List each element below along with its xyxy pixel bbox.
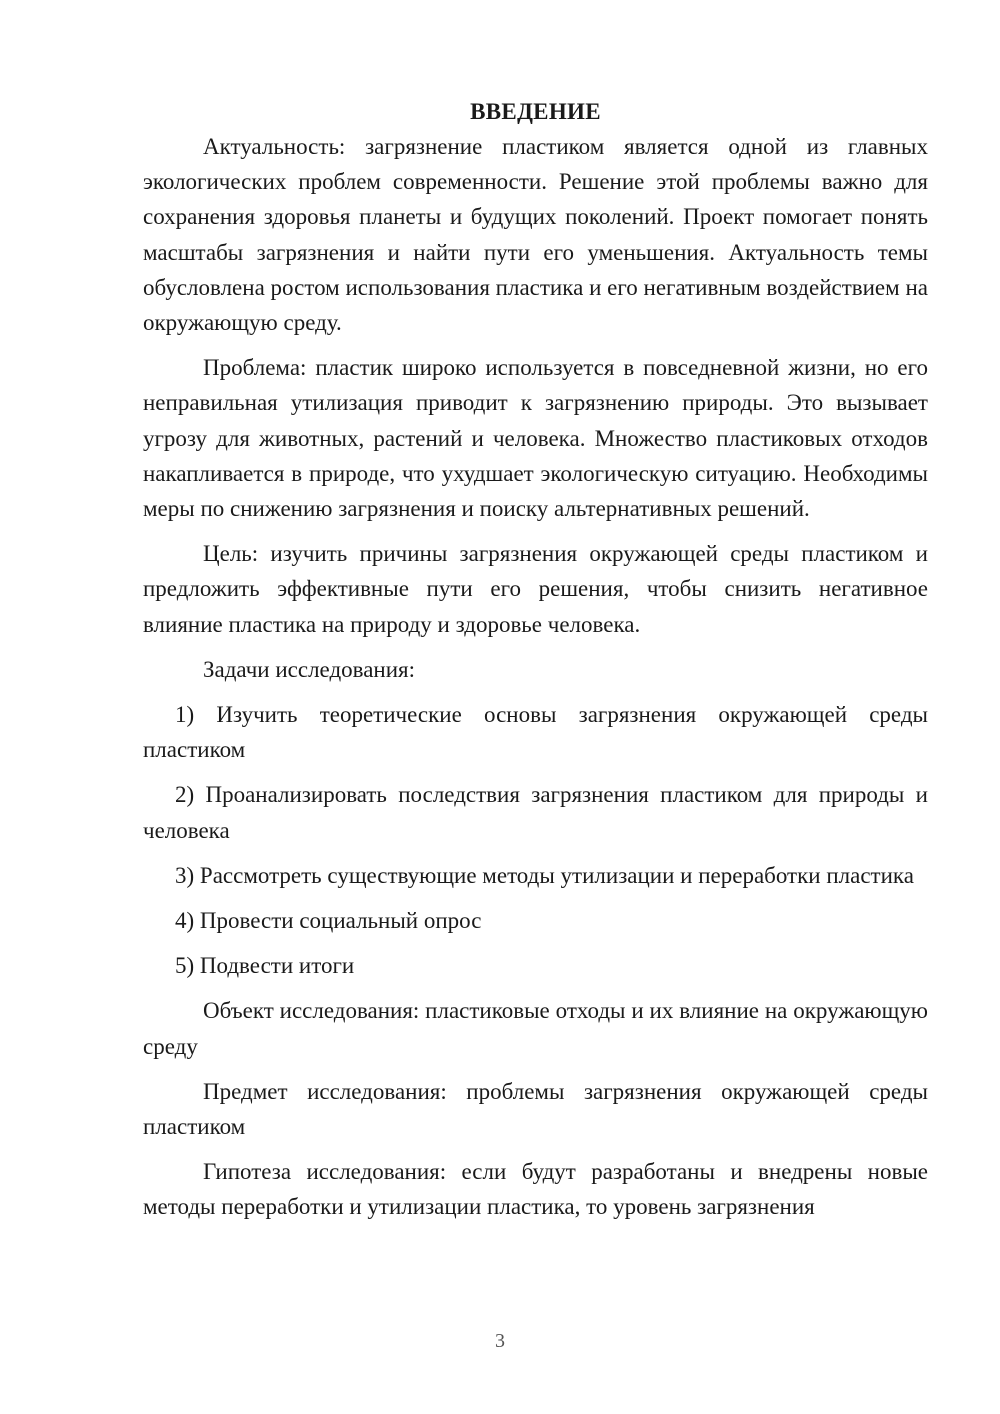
task-item-2: 2) Проанализировать последствия загрязнения пластиком для природы и человека bbox=[143, 782, 928, 843]
tasks-heading: Задачи исследования: bbox=[203, 656, 416, 682]
paragraph-relevance: Актуальность: загрязнение пластиком является одной из главных экологических проблем современности. Решение этой проблемы важно для сохранения здоровья планеты и будущих поколений. Проект помогает понять масштабы загрязнения и найти пути его уменьшения. Актуальность темы обусловлена ростом использования пластика и его негативным воздействием на окружающую среду. bbox=[143, 134, 928, 336]
task-item-4: 4) Провести социальный опрос bbox=[175, 908, 482, 934]
task-item-3: 3) Рассмотреть существующие методы утилизации и переработки пластика bbox=[175, 862, 914, 888]
page-content bbox=[143, 94, 928, 1235]
paragraph-problem: Проблема: пластик широко используется в повседневной жизни, но его неправильная утилизация приводит к загрязнению природы. Это вызывает угрозу для животных, растений и человека. Множество пластиковых отходов накапливается в природе, что ухудшает экологическую ситуацию. Необходимы меры по снижению загрязнения и поиску альтернативных решений. bbox=[143, 355, 928, 522]
paragraph-subject: Предмет исследования: проблемы загрязнения окружающей среды пластиком bbox=[143, 1078, 928, 1140]
paragraph-object: Объект исследования: пластиковые отходы и их влияние на окружающую среду bbox=[143, 998, 928, 1059]
paragraph-goal: Цель: изучить причины загрязнения окружающей среды пластиком и предложить эффективные пути его решения, чтобы снизить негативное влияние пластика на природу и здоровье человека. bbox=[143, 541, 928, 637]
page-title: ВВЕДЕНИЕ bbox=[470, 99, 601, 124]
page-number: 3 bbox=[495, 1330, 505, 1352]
task-item-1: 1) Изучить теоретические основы загрязнения окружающей среды пластиком bbox=[143, 702, 928, 763]
task-item-5: 5) Подвести итоги bbox=[175, 953, 355, 979]
paragraph-hypothesis: Гипотеза исследования: если будут разработаны и внедрены новые методы переработки и утилизации пластика, то уровень загрязнения bbox=[143, 1159, 928, 1220]
